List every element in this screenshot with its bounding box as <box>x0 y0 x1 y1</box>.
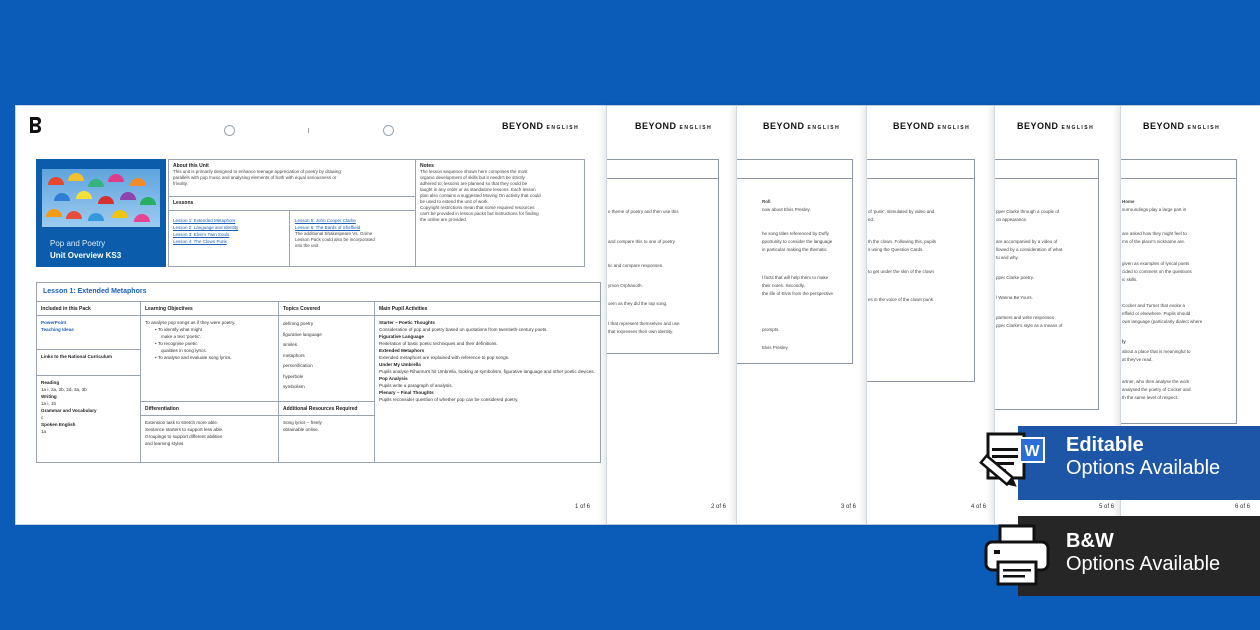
header-box <box>1120 159 1237 179</box>
printer-icon <box>980 522 1054 588</box>
page-text: are asked how they might feel to <box>1122 231 1187 236</box>
notes-line: The lesson sequence shown here comprises the most <box>420 169 528 174</box>
page-text: their notes. Secondly, <box>762 283 805 288</box>
lessons-right <box>295 217 375 249</box>
lesson-note: The additional Shakespeare Vs. Grime <box>295 231 373 236</box>
page-number: 1 of 6 <box>574 504 590 510</box>
page-text: own language (particularly dialect where <box>1122 319 1203 324</box>
page-text: and compare this to one of poetry <box>608 239 676 244</box>
curriculum-subheading: Writing <box>41 394 57 399</box>
activity-text: Extended metaphors are explained with reference to pop songs. <box>379 355 510 360</box>
page-text: artner, who then analyse the work <box>1122 379 1190 384</box>
editable-document-icon <box>974 428 1048 500</box>
page-text: llowed by a consideration of what <box>996 247 1063 252</box>
notes-heading: Notes <box>420 163 434 169</box>
page-text: of 'punk', stimulated by video and <box>868 209 935 214</box>
page-text: ed. <box>868 217 875 222</box>
page-number: 2 of 6 <box>710 504 726 510</box>
about-line: parallels with pop music and analysing elements of both with equal seriousness or <box>173 175 337 180</box>
column-heading: Differentiation <box>141 402 278 416</box>
page-text: he song titles referenced by Duffy <box>762 231 829 236</box>
activity-text: Pupils write a paragraph of analysis. <box>379 383 453 388</box>
resource-line: Song lyrics – freely <box>283 420 322 425</box>
page-text: on appearance. <box>996 217 1028 222</box>
notes-line: can't be provided in lesson packs but instructions for finding <box>420 211 539 216</box>
cover-card <box>36 159 166 267</box>
lessons-box <box>168 196 416 267</box>
page-text: t that represent themselves and use <box>608 321 680 326</box>
badge-text <box>1066 434 1220 480</box>
page-text: pportunity to consider the language <box>762 239 833 244</box>
editable-title: Editable <box>1066 434 1144 456</box>
lesson-grid <box>36 301 601 463</box>
activity-heading: Figurative Language <box>379 334 424 339</box>
umbrellas-image <box>42 169 160 227</box>
page-text: that expresses their own identity. <box>608 329 674 334</box>
activity-heading: Starter – Poetic Thoughts <box>379 320 435 325</box>
page-text: ic skills. <box>1122 277 1138 282</box>
curriculum-heading: Links to the National Curriculum <box>41 354 112 359</box>
brand-logo: BEYOND ENGLISH <box>763 121 841 131</box>
differentiation-line: Sentence starters to support less able. <box>145 427 224 432</box>
topic-item: similes <box>283 342 298 347</box>
topic-item: symbolism <box>283 384 305 389</box>
page-text: Roll <box>762 199 771 204</box>
page-text: surroundings play a large part in <box>1122 207 1187 212</box>
content-box <box>606 178 719 354</box>
notes-line: organic development of skills but it needn't be strictly <box>420 175 525 180</box>
lesson-link[interactable]: Lesson 2: Language and Identity <box>173 225 239 230</box>
page-text: the life of Elvis from the perspective <box>762 291 834 296</box>
activity-text: Consideration of pop and poetry based on quotations from twentieth-century poets. <box>379 327 548 332</box>
bw-title: B&W <box>1066 530 1114 552</box>
resource-line: obtainable online. <box>283 427 320 432</box>
column-heading: Topics Covered <box>279 302 374 316</box>
curriculum-subheading: Reading <box>41 380 60 385</box>
curriculum-value: 1a i, 2a, 2b, 2d, 3a, 3b <box>41 387 87 392</box>
topic-item: defining poetry <box>283 321 314 326</box>
differentiation-line: Extension task to stretch more able. <box>145 420 219 425</box>
about-heading: About this Unit <box>173 163 209 169</box>
page-text: are accompanied by a video of <box>996 239 1058 244</box>
content-box <box>736 178 853 364</box>
page-text: Elvis Presley. <box>762 345 789 350</box>
content-box <box>994 178 1099 410</box>
page-text: to and why. <box>996 255 1019 260</box>
content-box <box>1120 178 1237 424</box>
page-text: pper Clarke through a couple of <box>996 209 1060 214</box>
page-text: at they've read. <box>1122 357 1153 362</box>
included-column <box>37 302 141 462</box>
beyond-logo-icon <box>28 116 42 134</box>
page-number: 5 of 6 <box>1098 504 1114 510</box>
activity-text: Pupils analyse Rihanna's hit Umbrella, looking at symbolism, figurative language and other poetic devices. <box>379 369 595 374</box>
page-text: prompts. <box>762 327 780 332</box>
activity-heading: Plenary – Final Thoughts <box>379 390 434 395</box>
activity-text: Reiteration of basic poetic techniques and their definitions. <box>379 341 498 346</box>
included-item[interactable]: PowerPoint <box>41 320 67 325</box>
curriculum-value: 1a i, 1b <box>41 401 57 406</box>
binder-hole <box>224 125 235 136</box>
column-heading: Main Pupil Activities <box>375 302 600 316</box>
page-2 <box>606 106 736 524</box>
brand-logo: BEYOND ENGLISH <box>635 121 713 131</box>
activity-text: Pupils reconsider question of whether pop can be considered poetry. <box>379 397 519 402</box>
page-text: given as examples of lyrical poets <box>1122 261 1190 266</box>
page-text: l facts that will help them to make <box>762 275 829 280</box>
lesson-link[interactable]: Lesson 4: The Clown Punk <box>173 239 227 244</box>
differentiation-line: and learning styles. <box>145 441 185 446</box>
brand-logo: BEYOND ENGLISH <box>1143 121 1221 131</box>
brand-logo: BEYOND ENGLISH <box>502 121 580 131</box>
curriculum-value: 1a <box>41 429 47 434</box>
objective-intro: To analyse pop songs as if they were poetry. <box>145 320 236 325</box>
lesson-link[interactable]: Lesson 5: John Cooper Clarke <box>295 218 356 223</box>
page-text: ms of the place's nickname are. <box>1122 239 1186 244</box>
page-text: oem as they did the rap song. <box>608 301 668 306</box>
activities-column <box>375 302 600 462</box>
activity-heading: Extended Metaphors <box>379 348 425 353</box>
divider <box>289 211 290 267</box>
brand-logo: BEYOND ENGLISH <box>1017 121 1095 131</box>
about-line: This unit is primarily designed to enhance teenage appreciation of poetry by drawing <box>173 169 341 174</box>
page-text: s using the Question Cards. <box>868 247 924 252</box>
page-text: th the same level of respect. <box>1122 395 1179 400</box>
lesson-link[interactable]: Lesson 3: Elvis's Twin Souls <box>173 232 230 237</box>
header-box <box>606 159 719 179</box>
curriculum-subheading: Grammar and Vocabulary <box>41 408 97 413</box>
page-text: partners and write responses <box>996 315 1055 320</box>
notes-line: plan also contains a suggested Moving On activity that could <box>420 193 541 198</box>
editable-options-badge[interactable] <box>1018 426 1260 500</box>
topic-item: figurative language <box>283 331 322 337</box>
page-text: pper Clarke's style as a means of <box>996 323 1063 328</box>
lesson-link[interactable]: Lesson 1: Extended Metaphors <box>173 218 236 223</box>
objective: To identify what might <box>157 327 202 332</box>
about-line: frivolity. <box>173 181 188 186</box>
page-text: in particular making the thematic <box>762 247 827 252</box>
page-text: pper Clarke poetry. <box>996 275 1034 280</box>
objective: To analyse and evaluate song lyrics. <box>157 355 232 360</box>
word-letter: W <box>1024 443 1040 460</box>
page-text: ymon Orphanoth. <box>608 283 643 288</box>
notes-line: adhered to; lessons are planned so that they could be <box>420 181 528 186</box>
binder-hole <box>383 125 394 136</box>
page-text: l Wanna Be Yours. <box>996 295 1033 300</box>
notes-line: be used to extend the unit of work. <box>420 199 489 204</box>
page-number: 4 of 6 <box>970 504 986 510</box>
objective: To recognise poetic <box>157 341 198 346</box>
lesson-link[interactable]: Lesson 6: The Bards of Sheffield <box>295 225 361 230</box>
column-heading: Included in this Pack <box>37 302 140 316</box>
bw-subtitle: Options Available <box>1066 553 1221 575</box>
notes-line: taught in any order or as standalone lessons. Each lesson <box>420 187 536 192</box>
objective: qualities in song lyrics. <box>161 348 207 353</box>
page-text: th the clown. Following this, pupils <box>868 239 937 244</box>
notes-box <box>415 159 585 267</box>
editable-subtitle: Options Available <box>1066 457 1221 479</box>
brand-logo: BEYOND ENGLISH <box>893 121 971 131</box>
page-3 <box>736 106 866 524</box>
lesson-note: Lesson Pack could also be incorporated <box>295 237 375 242</box>
notes-line: the online are provided. <box>420 217 468 222</box>
header-box <box>994 159 1099 179</box>
bw-options-badge[interactable] <box>1018 516 1260 596</box>
page-text: tic and compare responses. <box>608 263 664 268</box>
page-1 <box>16 106 606 524</box>
page-text: to get under the skin of the clown <box>868 269 935 274</box>
lesson-note: into the unit. <box>295 243 320 248</box>
curriculum-subheading: Spoken English <box>41 422 76 427</box>
about-box <box>168 159 416 197</box>
column-heading: Learning Objectives <box>141 302 278 316</box>
lessons-heading: Lessons <box>169 197 415 211</box>
header-box <box>866 159 975 179</box>
activity-heading: Under My Umbrella <box>379 362 421 367</box>
curriculum-value: c <box>41 415 44 420</box>
topics-column <box>279 302 375 462</box>
lesson-title: Lesson 1: Extended Metaphors <box>36 282 601 302</box>
lessons-left <box>173 217 238 245</box>
page-text: about a place that is meaningful to <box>1122 349 1191 354</box>
page-text: cided to comment on the questions <box>1122 269 1192 274</box>
cover-title: Pop and Poetry <box>50 239 106 248</box>
page-number: 3 of 6 <box>840 504 856 510</box>
notes-line: Copyright restrictions mean that some required resources <box>420 205 535 210</box>
page-text: ly <box>1122 339 1126 344</box>
page-text: es in the voice of the clown punk. <box>868 297 935 302</box>
divider <box>308 128 309 133</box>
topic-item: hyperbole <box>283 373 304 379</box>
content-box <box>866 178 975 382</box>
topic-item: metaphors <box>283 352 305 358</box>
badge-text <box>1066 530 1220 576</box>
cover-subtitle: Unit Overview KS3 <box>50 251 122 260</box>
page-text: Cocker and Turner that evoke a <box>1122 303 1186 308</box>
header-box <box>736 159 853 179</box>
column-heading: Additional Resources Required <box>279 402 374 416</box>
activity-heading: Pop Analysis <box>379 376 408 381</box>
objective: make a text 'poetic'. <box>161 334 202 339</box>
topic-item: personification <box>283 363 313 368</box>
page-text: effield or elsewhere. Pupils should <box>1122 311 1191 316</box>
objectives-column: Learning Objectives To analyse pop songs as if they were poetry. • To identify what might make a text 'poetic'. • To recognise poetic qualities in song lyrics. • To analyse and evaluate song lyrics. Differentiation Extension task to stretch more able. Sentence starters to support less able. Groupings to support different abilities and learning styles. <box>141 302 279 462</box>
page-text: now about Elvis Presley. <box>762 207 811 212</box>
page-text: Home <box>1122 199 1135 204</box>
page-text: e theme of poetry and then use this <box>608 209 679 214</box>
page-number: 6 of 6 <box>1234 504 1250 510</box>
page-text: analysed the poetry of Cocker and <box>1122 387 1191 392</box>
included-item[interactable]: Teaching Ideas <box>41 327 74 332</box>
differentiation-line: Groupings to support different abilities <box>145 434 223 439</box>
